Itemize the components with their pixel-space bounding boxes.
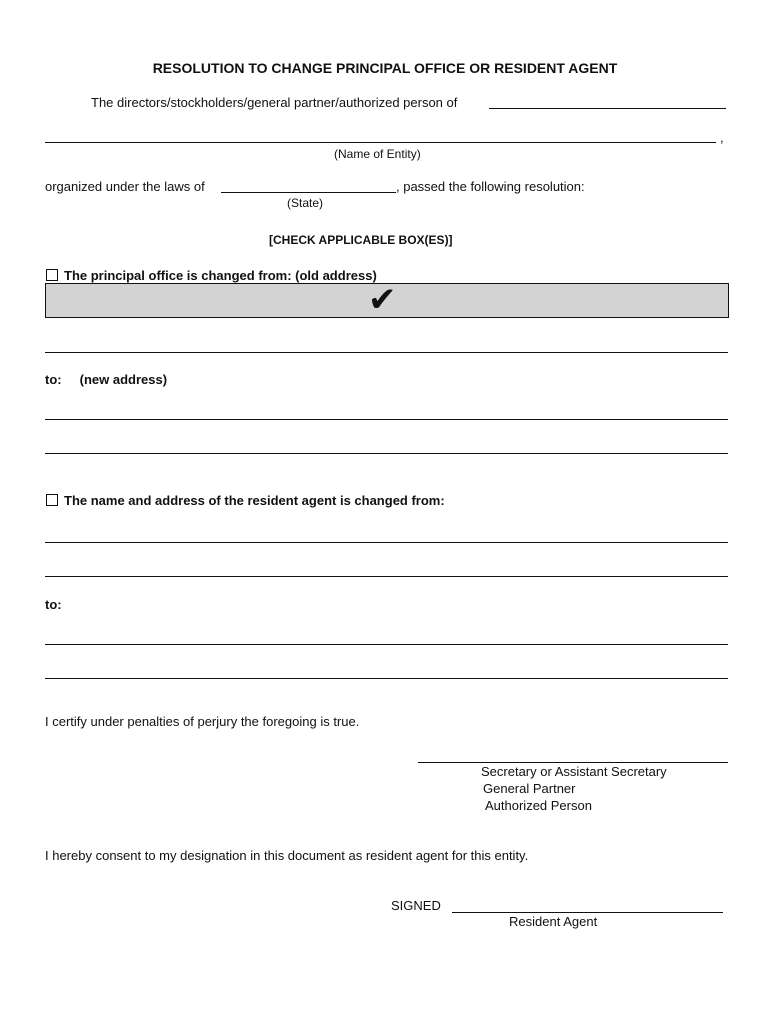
state-blank[interactable]	[221, 192, 396, 193]
resident-agent-label: The name and address of the resident agent is changed from:	[64, 493, 445, 508]
entity-name-blank[interactable]	[45, 142, 716, 143]
signer-title-3: Authorized Person	[485, 798, 592, 813]
organized-prefix: organized under the laws of	[45, 179, 205, 194]
principal-office-label: The principal office is changed from: (old address)	[64, 268, 377, 283]
state-caption: (State)	[287, 196, 324, 210]
new-address-line-2[interactable]	[45, 453, 728, 454]
agent-to-line-2[interactable]	[45, 678, 728, 679]
agent-to-line-1[interactable]	[45, 644, 728, 645]
page-title: RESOLUTION TO CHANGE PRINCIPAL OFFICE OR RESIDENT AGENT	[152, 60, 618, 76]
signer-title-1: Secretary or Assistant Secretary	[481, 764, 667, 779]
intro-line: The directors/stockholders/general partner/authorized person of	[91, 95, 458, 110]
organized-suffix: , passed the following resolution:	[396, 179, 585, 194]
resident-agent-signature-line[interactable]	[452, 912, 723, 913]
agent-from-line-1[interactable]	[45, 542, 728, 543]
principal-office-checkbox[interactable]	[46, 269, 58, 281]
resident-agent-checkbox[interactable]	[46, 494, 58, 506]
agent-from-line-2[interactable]	[45, 576, 728, 577]
certify-text: I certify under penalties of perjury the foregoing is true.	[45, 714, 360, 729]
signature-line[interactable]	[418, 762, 728, 763]
to-new-address-label: to: (new address)	[45, 372, 168, 387]
signed-label: SIGNED	[391, 898, 441, 913]
entity-blank-short[interactable]	[489, 108, 726, 109]
check-instruction: [CHECK APPLICABLE BOX(ES)]	[269, 233, 453, 247]
entity-comma: ,	[720, 130, 724, 145]
to-label: to:	[45, 597, 62, 612]
resident-agent-caption: Resident Agent	[509, 914, 598, 929]
new-address-line-1[interactable]	[45, 419, 728, 420]
old-address-line-2[interactable]	[45, 352, 728, 353]
name-of-entity-caption: (Name of Entity)	[334, 147, 421, 161]
signer-title-2: General Partner	[483, 781, 576, 796]
check-mark-icon: ✔	[368, 280, 397, 320]
consent-text: I hereby consent to my designation in this document as resident agent for this entity.	[45, 848, 529, 863]
